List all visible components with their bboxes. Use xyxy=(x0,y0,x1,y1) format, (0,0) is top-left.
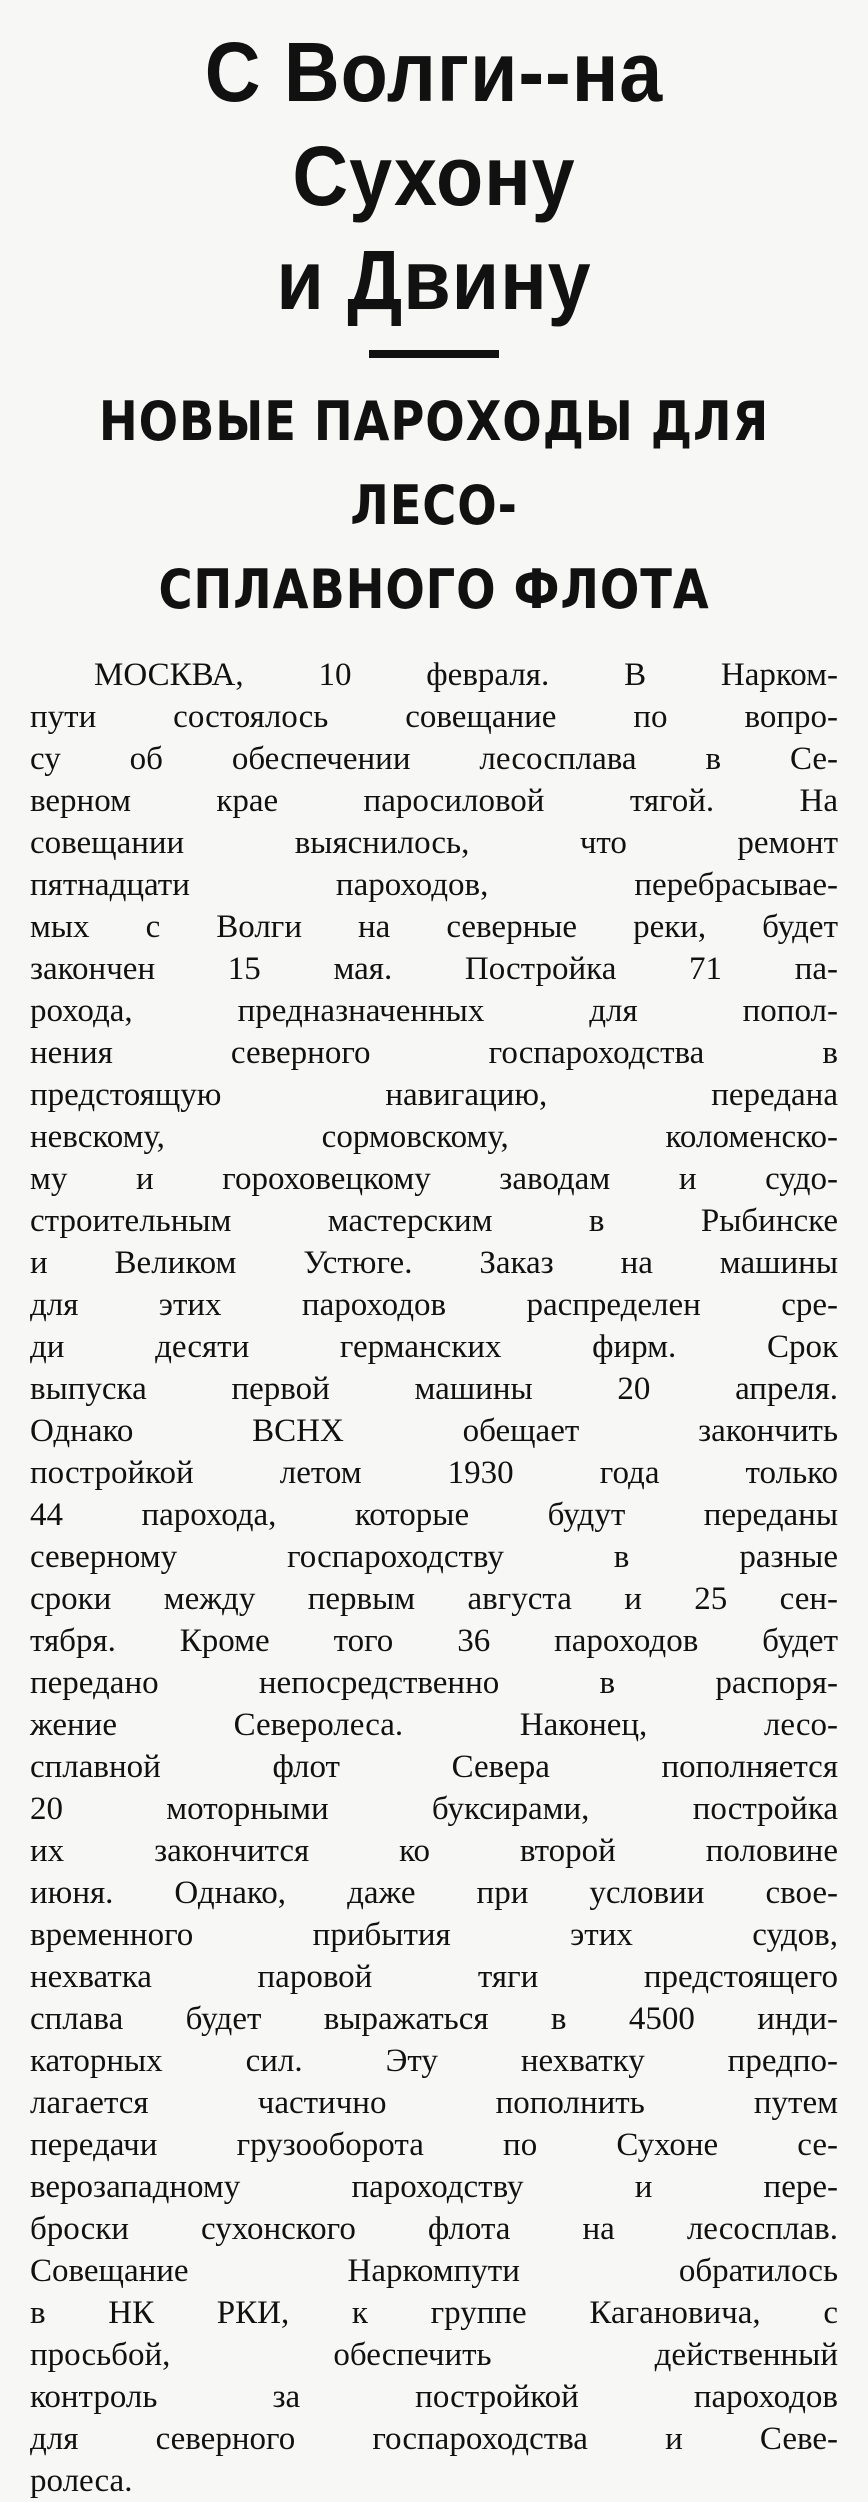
body-line: закончен 15 мая. Постройка 71 па- xyxy=(30,951,838,987)
body-line: невскому, сормовскому, коломенско- xyxy=(30,1119,838,1155)
body-line: 20 моторными буксирами, постройка xyxy=(30,1791,838,1827)
body-line: мых с Волги на северные реки, будет xyxy=(30,909,838,945)
subheadline-line: НОВЫЕ ПАРОХОДЫ ДЛЯ ЛЕСО- xyxy=(98,390,770,537)
body-line: предстоящую навигацию, передана xyxy=(30,1077,838,1113)
body-line: лагается частично пополнить путем xyxy=(30,2085,838,2121)
body-line: их закончится ко второй половине xyxy=(30,1833,838,1869)
body-line: му и гороховецкому заводам и судо- xyxy=(30,1161,838,1197)
body-line: ди десяти германских фирм. Срок xyxy=(30,1329,838,1365)
body-line: МОСКВА, 10 февраля. В Нарком- xyxy=(94,657,838,693)
body-line: просьбой, обеспечить действенный xyxy=(30,2337,838,2373)
body-line: пути состоялось совещание по вопро- xyxy=(30,699,838,735)
body-line: тября. Кроме того 36 пароходов будет xyxy=(30,1623,838,1659)
body-line: верном крае паросиловой тягой. На xyxy=(30,783,838,819)
body-line: сплава будет выражаться в 4500 инди- xyxy=(30,2001,838,2037)
subheadline-line: СПЛАВНОГО ФЛОТА xyxy=(158,558,710,621)
body-line: передано непосредственно в распоря- xyxy=(30,1665,838,1701)
body-line: постройкой летом 1930 года только xyxy=(30,1455,838,1491)
body-line: Совещание Наркомпути обратилось xyxy=(30,2253,838,2289)
body-line: северному госпароходству в разные xyxy=(30,1539,838,1575)
body-line: сплавной флот Севера пополняется xyxy=(30,1749,838,1785)
body-line: верозападному пароходству и пере- xyxy=(30,2169,838,2205)
body-line: июня. Однако, даже при условии свое- xyxy=(30,1875,838,1911)
headline xyxy=(62,20,805,332)
body-line: контроль за постройкой пароходов xyxy=(30,2379,838,2415)
body-line: пятнадцати пароходов, перебрасывае- xyxy=(30,867,838,903)
body-line: временного прибытия этих судов, xyxy=(30,1917,838,1953)
body-line: для северного госпароходства и Севе- xyxy=(30,2421,838,2457)
body-line: Однако ВСНХ обещает закончить xyxy=(30,1413,838,1449)
body-line: каторных сил. Эту нехватку предпо- xyxy=(30,2043,838,2079)
body-line: жение Северолеса. Наконец, лесо- xyxy=(30,1707,838,1743)
body-line: ролеса. xyxy=(30,2463,133,2499)
body-line: в НК РКИ, к группе Кагановича, с xyxy=(30,2295,838,2331)
body-line: и Великом Устюге. Заказ на машины xyxy=(30,1245,838,1281)
body-line: передачи грузооборота по Сухоне се- xyxy=(30,2127,838,2163)
subheadline xyxy=(87,380,782,632)
body-line: строительным мастерским в Рыбинске xyxy=(30,1203,838,1239)
headline-line: и Двину xyxy=(276,233,592,327)
body-line: выпуска первой машины 20 апреля. xyxy=(30,1371,838,1407)
headline-rule xyxy=(369,350,499,358)
body-line: рохода, предназначенных для попол- xyxy=(30,993,838,1029)
article-body xyxy=(30,654,838,2502)
headline-line: С Волги--на Сухону xyxy=(204,25,664,223)
body-line: нехватка паровой тяги предстоящего xyxy=(30,1959,838,1995)
body-line: броски сухонского флота на лесосплав. xyxy=(30,2211,838,2247)
body-line: су об обеспечении лесосплава в Се- xyxy=(30,741,838,777)
newspaper-clipping xyxy=(30,20,838,2502)
body-line: 44 парохода, которые будут переданы xyxy=(30,1497,838,1533)
body-line: совещании выяснилось, что ремонт xyxy=(30,825,838,861)
body-line: сроки между первым августа и 25 сен- xyxy=(30,1581,838,1617)
body-line: для этих пароходов распределен сре- xyxy=(30,1287,838,1323)
body-line: нения северного госпароходства в xyxy=(30,1035,838,1071)
